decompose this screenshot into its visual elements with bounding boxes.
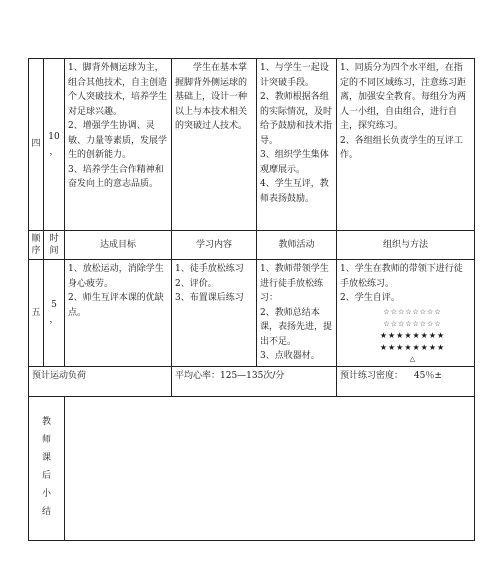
practice-density-value: 45％± [413, 370, 442, 381]
formation-diagram [340, 306, 471, 364]
lesson-plan-sheet [28, 58, 474, 539]
section-5-teacher-item: 1、教师带领学生进行徒手放松练习： [260, 264, 329, 303]
heart-rate: 平均心率：125—135次/分 [172, 366, 337, 396]
section-4-org-item: 2、各组组长负责学生的互评工作。 [340, 135, 463, 160]
formation-filled-stars: ★★★★★★★★ [379, 330, 446, 340]
section-4-row [29, 59, 475, 231]
section-4-content [172, 59, 257, 231]
section-4-seq: 四 [29, 59, 44, 231]
section-4-time [44, 59, 65, 231]
section-4-teacher [257, 59, 337, 231]
section-5-content-item: 2、评价。 [175, 278, 217, 289]
header-time [44, 231, 65, 260]
summary-label-char: 后 [41, 471, 51, 481]
header-teacher: 教师活动 [257, 231, 337, 260]
summary-label-char: 结 [41, 507, 51, 517]
section-5-seq: 五 [29, 260, 44, 367]
header-seq-char: 序 [31, 246, 41, 256]
section-5-teacher [257, 260, 337, 367]
section-4-goal: 3、培养学生合作精神和奋发向上的意志品质。 [68, 164, 164, 189]
header-org: 组织与方法 [337, 231, 475, 260]
summary-content [65, 396, 475, 540]
header-row [29, 231, 475, 260]
formation-hollow-stars: ☆☆☆☆☆☆☆☆ [383, 307, 442, 316]
section-4-org-item: 1、同质分为四个水平组，在指定的不同区域练习，注意练习距离，加强安全教育。每组分为两人一小组，自由组合，进行自主，探究练习。 [340, 63, 467, 131]
load-row [29, 366, 475, 396]
formation-hollow-stars: ☆☆☆☆☆☆☆☆ [383, 319, 442, 328]
section-4-teacher-item: 3、组织学生集体观摩展示。 [260, 150, 329, 175]
section-5-org [337, 260, 475, 367]
section-4-goals [65, 59, 172, 231]
section-5-time [44, 260, 65, 367]
header-time-char: 时 [49, 234, 59, 244]
summary-label-char: 师 [41, 435, 51, 445]
section-4-goal: 1、脚背外侧运球为主，组合其他技术，自主创造个人突破技术，培养学生对足球兴趣。 [68, 63, 168, 117]
section-5-row [29, 260, 475, 367]
summary-label-char: 教 [41, 417, 51, 427]
section-5-teacher-item: 2、教师总结本课，表扬先进，提出不足。 [260, 307, 333, 347]
teacher-triangle-icon: △ [409, 354, 416, 363]
section-5-goal: 1、放松运动，消除学生身心疲劳。 [68, 264, 164, 289]
section-4-teacher-item: 1、与学生一起设计突破手段。 [260, 63, 329, 88]
section-5-content [172, 260, 257, 367]
header-seq-char: 顺 [31, 234, 41, 244]
header-goals: 达成目标 [65, 231, 172, 260]
summary-label-char: 课 [41, 453, 51, 463]
formation-filled-stars: ★★★★★★★★ [379, 342, 446, 352]
section-4-content-text: 学生在基本掌握脚背外侧运球的基础上，设计一种以上与本技术相关的突破过人技术。 [175, 63, 248, 131]
header-content: 学习内容 [172, 231, 257, 260]
load-label: 预计运动负荷 [29, 366, 172, 396]
section-4-teacher-item: 2、教师根据各组的实际情况，及时给予鼓励和技术指导。 [260, 92, 333, 146]
section-5-goal: 2、师生互评本课的优缺点。 [68, 293, 164, 318]
header-time-char: 间 [49, 246, 59, 256]
section-4-goal: 2、增强学生协调、灵敏、力量等素质，发展学生的创新能力。 [68, 121, 168, 160]
practice-density [337, 366, 475, 396]
section-5-org-item: 1、学生在教师的带领下进行徒手放松练习。 [340, 264, 463, 289]
practice-density-label: 预计练习密度： [340, 370, 404, 381]
lesson-plan-table [28, 58, 475, 541]
section-5-goals [65, 260, 172, 367]
summary-label [29, 396, 65, 540]
section-5-content-item: 1、徒手放松练习 [175, 264, 244, 274]
section-5-content-item: 3、布置课后练习 [175, 293, 244, 303]
section-4-time-value: 10 [48, 132, 60, 142]
section-4-time-mark: ， [49, 146, 59, 157]
section-5-org-item: 2、学生自评。 [340, 293, 400, 303]
summary-label-char: 小 [41, 489, 51, 499]
section-5-time-value: 5 [51, 300, 57, 311]
section-5-teacher-item: 3、点收器材。 [260, 351, 320, 361]
section-4-org [337, 59, 475, 231]
header-seq [29, 231, 44, 260]
section-4-teacher-item: 4、学生互评，教师表扬鼓励。 [260, 179, 329, 204]
section-5-time-mark: ， [49, 314, 59, 325]
summary-row [29, 396, 475, 540]
